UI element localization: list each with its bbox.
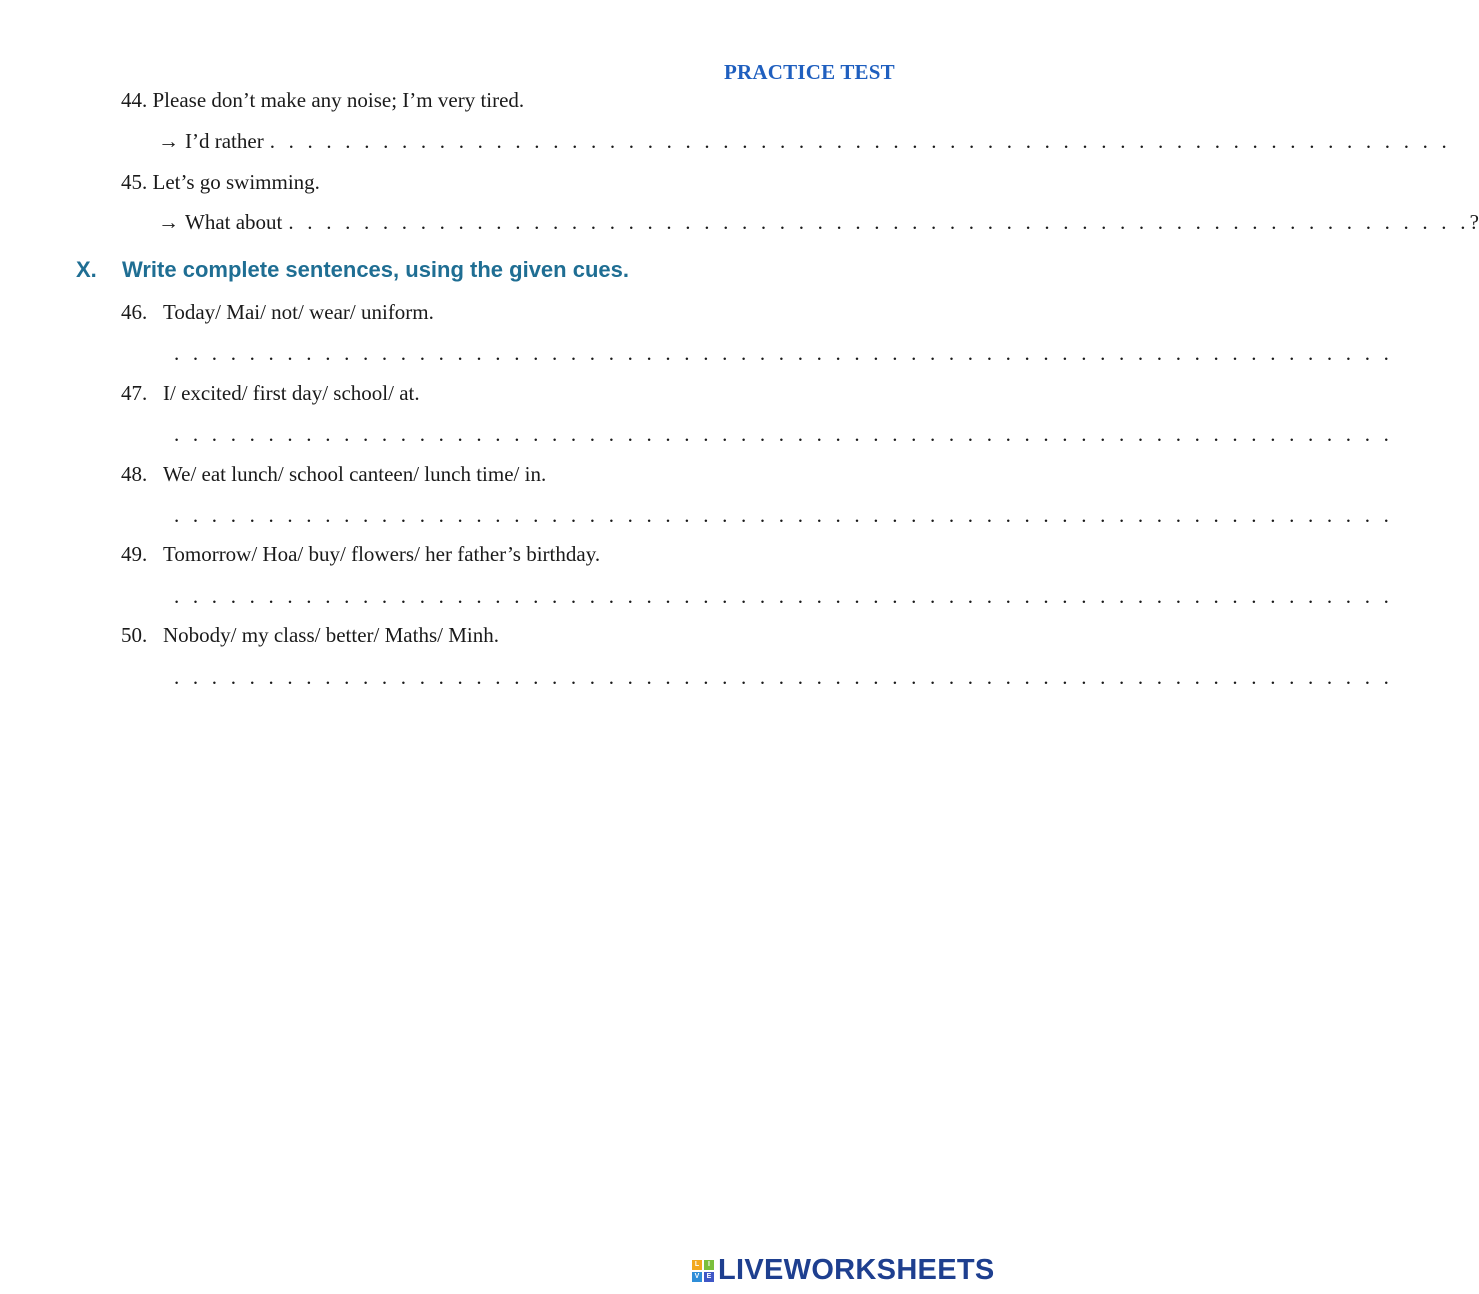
answer-dots: . . . . . . . . . . . . . . . . . . . . . . . . . . . . . . . . . . . . . . . . . . . . . . . . . . . . . . . . . . . . . . . — [288, 210, 1470, 234]
question-48-answer-blank[interactable]: . . . . . . . . . . . . . . . . . . . . . . . . . . . . . . . . . . . . . . . . . . . . . . . . . . . . . . . . . . . . . . . . . — [174, 503, 1394, 527]
question-44-prompt: 44. Please don’t make any noise; I’m very tired. — [121, 88, 525, 112]
question-cue-text: We/ eat lunch/ school canteen/ lunch time/ in. — [163, 462, 547, 486]
question-number: 47. — [121, 381, 148, 405]
question-46-answer-blank[interactable]: . . . . . . . . . . . . . . . . . . . . . . . . . . . . . . . . . . . . . . . . . . . . . . . . . . . . . . . . . . . . . . . . . — [174, 341, 1394, 365]
arrow-icon: → — [158, 210, 179, 234]
question-cue-text: Tomorrow/ Hoa/ buy/ flowers/ her father’s birthday. — [163, 542, 601, 566]
liveworksheets-logo[interactable] — [692, 1254, 995, 1287]
question-46-cue — [121, 300, 434, 325]
question-number: 46. — [121, 300, 148, 324]
answer-dots: . . . . . . . . . . . . . . . . . . . . . . . . . . . . . . . . . . . . . . . . . . . . . . . . . . . . . . . . . . . . . . . — [269, 129, 1451, 153]
question-47-cue — [121, 381, 420, 406]
practice-test-title: PRACTICE TEST — [724, 60, 895, 84]
question-44-answer-line[interactable] — [158, 129, 1451, 154]
answer-lead-text: I’d rather — [185, 129, 264, 153]
logo-text: LIVEWORKSHEETS — [718, 1254, 995, 1286]
logo-mark-icon — [692, 1260, 714, 1282]
question-number: 48. — [121, 462, 148, 486]
question-50-answer-blank[interactable]: . . . . . . . . . . . . . . . . . . . . . . . . . . . . . . . . . . . . . . . . . . . . . . . . . . . . . . . . . . . . . . . . . — [174, 665, 1394, 689]
question-47-answer-blank[interactable]: . . . . . . . . . . . . . . . . . . . . . . . . . . . . . . . . . . . . . . . . . . . . . . . . . . . . . . . . . . . . . . . . . — [174, 422, 1394, 446]
section-title: Write complete sentences, using the given cues. — [122, 257, 629, 282]
question-45-prompt: 45. Let’s go swimming. — [121, 170, 320, 194]
question-48-cue — [121, 462, 546, 487]
question-49-answer-blank[interactable]: . . . . . . . . . . . . . . . . . . . . . . . . . . . . . . . . . . . . . . . . . . . . . . . . . . . . . . . . . . . . . . . . . — [174, 584, 1394, 608]
question-cue-text: Nobody/ my class/ better/ Maths/ Minh. — [163, 623, 499, 647]
logo-mark-cell: V — [692, 1272, 702, 1282]
answer-end-mark: ? — [1469, 210, 1479, 234]
question-45-answer-line[interactable] — [158, 210, 1479, 235]
question-number: 50. — [121, 623, 148, 647]
question-cue-text: Today/ Mai/ not/ wear/ uniform. — [163, 300, 434, 324]
question-cue-text: I/ excited/ first day/ school/ at. — [163, 381, 420, 405]
question-49-cue — [121, 542, 600, 567]
question-50-cue — [121, 623, 499, 648]
answer-lead-text: What about — [185, 210, 283, 234]
logo-mark-cell: I — [704, 1260, 714, 1270]
section-number: X. — [76, 257, 97, 282]
question-number: 49. — [121, 542, 148, 566]
arrow-icon: → — [158, 129, 179, 153]
section-heading — [76, 257, 629, 283]
logo-mark-cell: L — [692, 1260, 702, 1270]
logo-mark-cell: E — [704, 1272, 714, 1282]
